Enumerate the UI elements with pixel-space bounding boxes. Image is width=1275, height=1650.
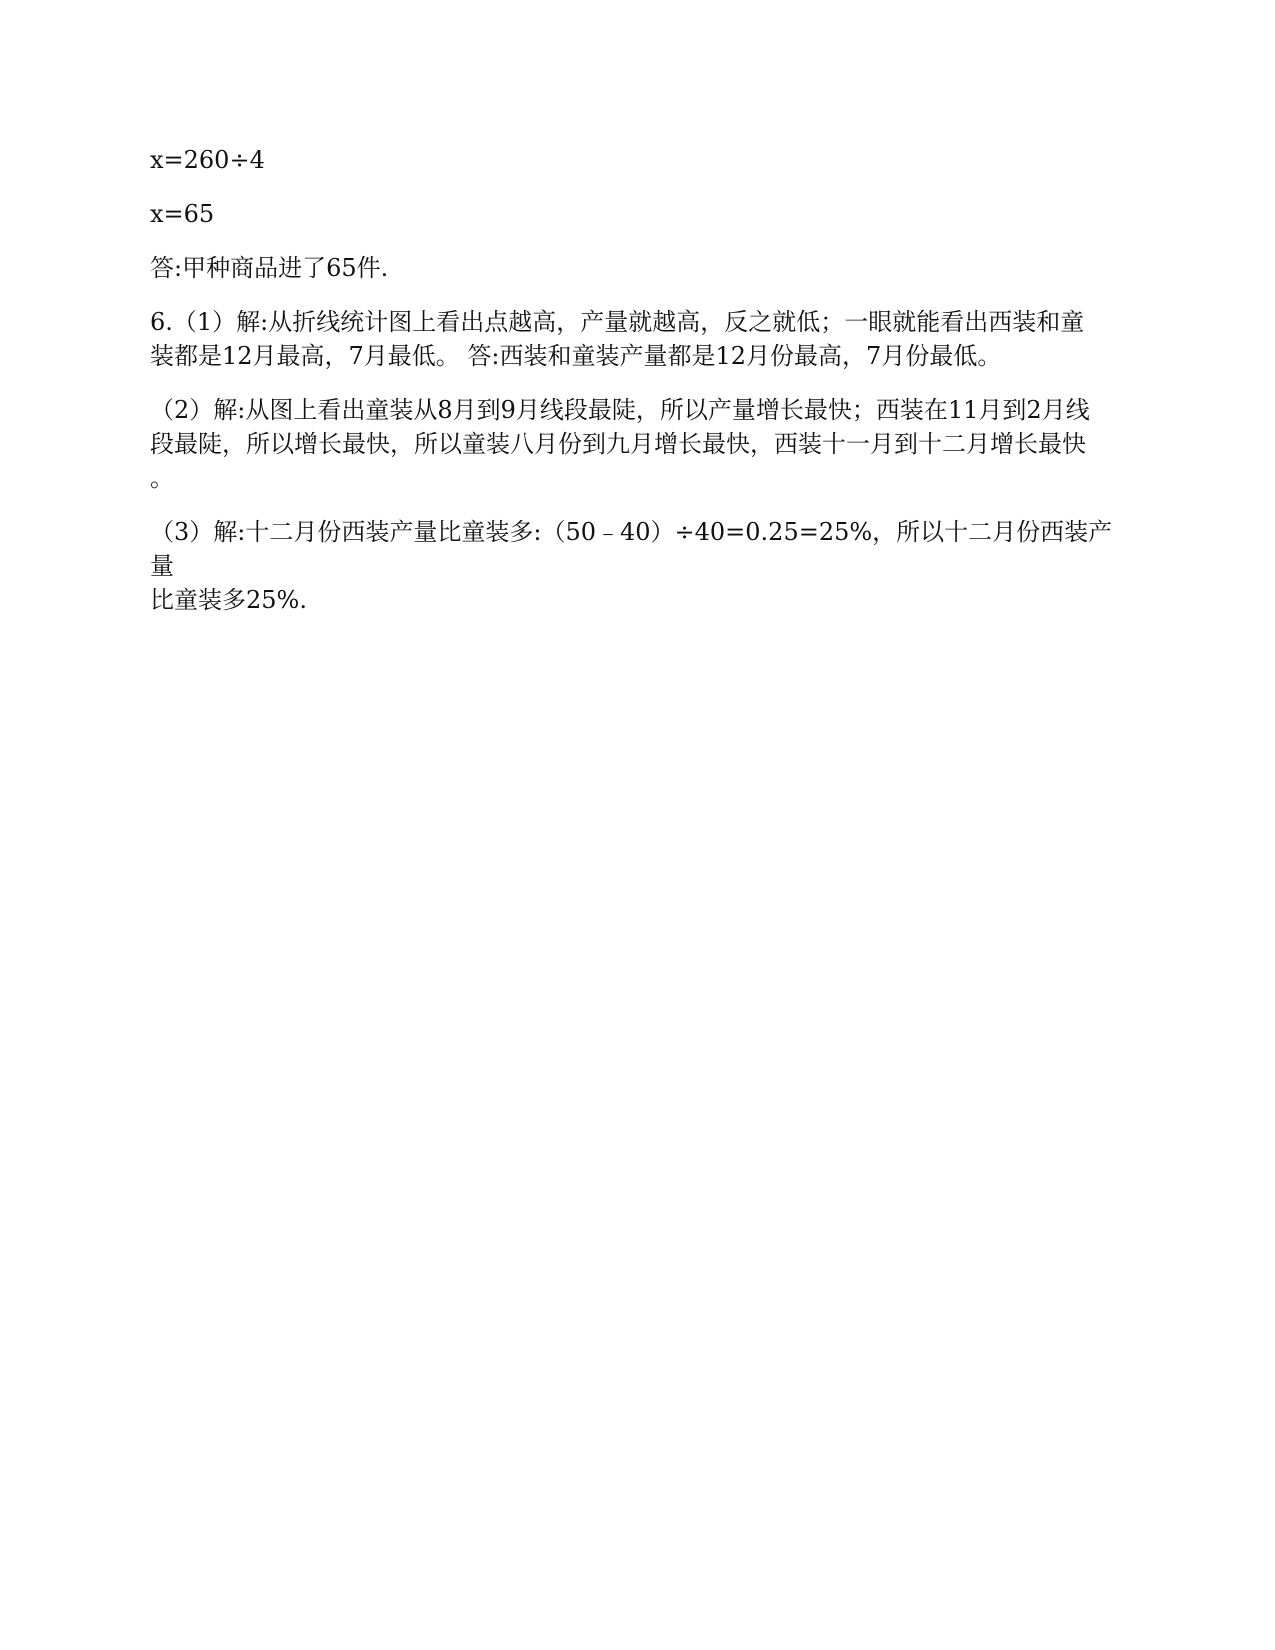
document-body [150, 143, 1135, 637]
text-line: 。 [150, 464, 174, 492]
question-6-part-1 [150, 305, 1135, 373]
equation-line-1: x=260÷4 [150, 146, 265, 174]
question-6-part-2 [150, 393, 1135, 495]
text-line: 6.（1）解:从折线统计图上看出点越高，产量就越高，反之就低；一眼就能看出西装和童 [150, 308, 1085, 336]
text-line: 比童装多25%. [150, 586, 307, 614]
question-6-part-3 [150, 515, 1135, 617]
text-line: （2）解:从图上看出童装从8月到9月线段最陡，所以产量增长最快；西装在11月到2月线 [150, 396, 1090, 424]
text-line: 装都是12月最高，7月最低。 答:西装和童装产量都是12月份最高，7月份最低。 [150, 342, 1002, 370]
equation-line-2: x=65 [150, 200, 215, 228]
text-line: 段最陡，所以增长最快，所以童装八月份到九月增长最快，西装十一月到十二月增长最快 [150, 430, 1086, 458]
answer-line: 答:甲种商品进了65件. [150, 254, 389, 282]
text-line: （3）解:十二月份西装产量比童装多:（50﹣40）÷40=0.25=25%，所以十二月份西装产量 [150, 518, 1113, 580]
